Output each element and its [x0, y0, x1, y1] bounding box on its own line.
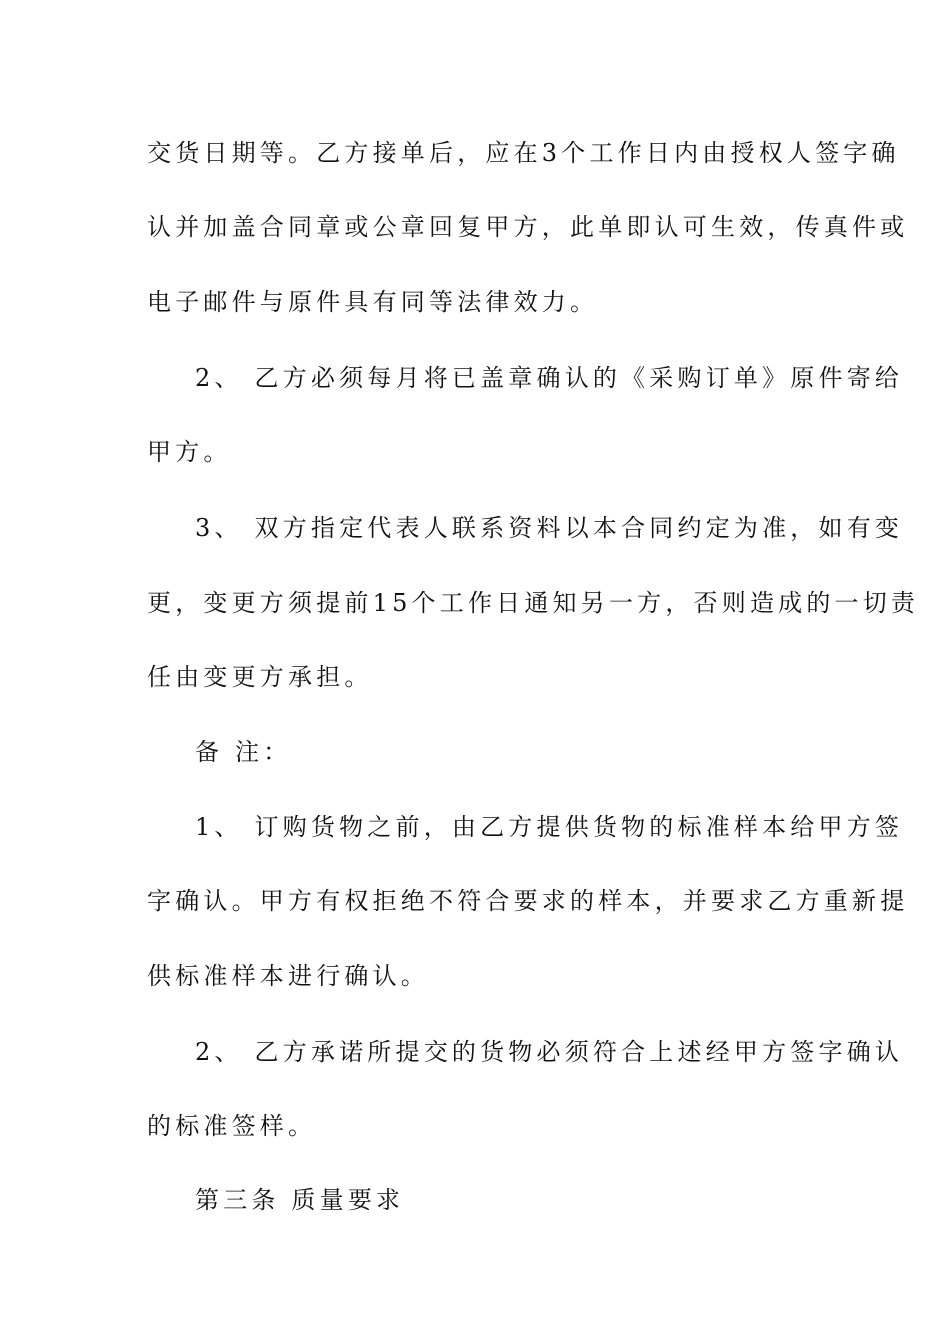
- paragraph-line: 2、 乙方承诺所提交的货物必须符合上述经甲方签字确认: [195, 1038, 904, 1066]
- paragraph-line: 字确认。甲方有权拒绝不符合要求的样本，并要求乙方重新提: [147, 887, 909, 915]
- paragraph-line: 任由变更方承担。: [147, 663, 373, 691]
- paragraph-line: 的标准签样。: [147, 1112, 317, 1140]
- paragraph-line: 认并加盖合同章或公章回复甲方，此单即认可生效，传真件或: [147, 213, 909, 241]
- paragraph-line: 甲方。: [147, 438, 232, 466]
- section-heading: 第三条 质量要求: [195, 1186, 405, 1214]
- paragraph-line: 更，变更方须提前15个工作日通知另一方，否则造成的一切责: [147, 589, 920, 617]
- paragraph-line: 交货日期等。乙方接单后，应在3个工作日内由授权人签字确: [147, 139, 900, 167]
- paragraph-line: 2、 乙方必须每月将已盖章确认的《采购订单》原件寄给: [195, 364, 904, 392]
- paragraph-line: 供标准样本进行确认。: [147, 962, 429, 990]
- paragraph-line: 电子邮件与原件具有同等法律效力。: [147, 288, 599, 316]
- paragraph-line: 1、 订购货物之前，由乙方提供货物的标准样本给甲方签: [195, 813, 904, 841]
- note-heading: 备 注：: [195, 738, 292, 766]
- paragraph-line: 3、 双方指定代表人联系资料以本合同约定为准，如有变: [195, 514, 904, 542]
